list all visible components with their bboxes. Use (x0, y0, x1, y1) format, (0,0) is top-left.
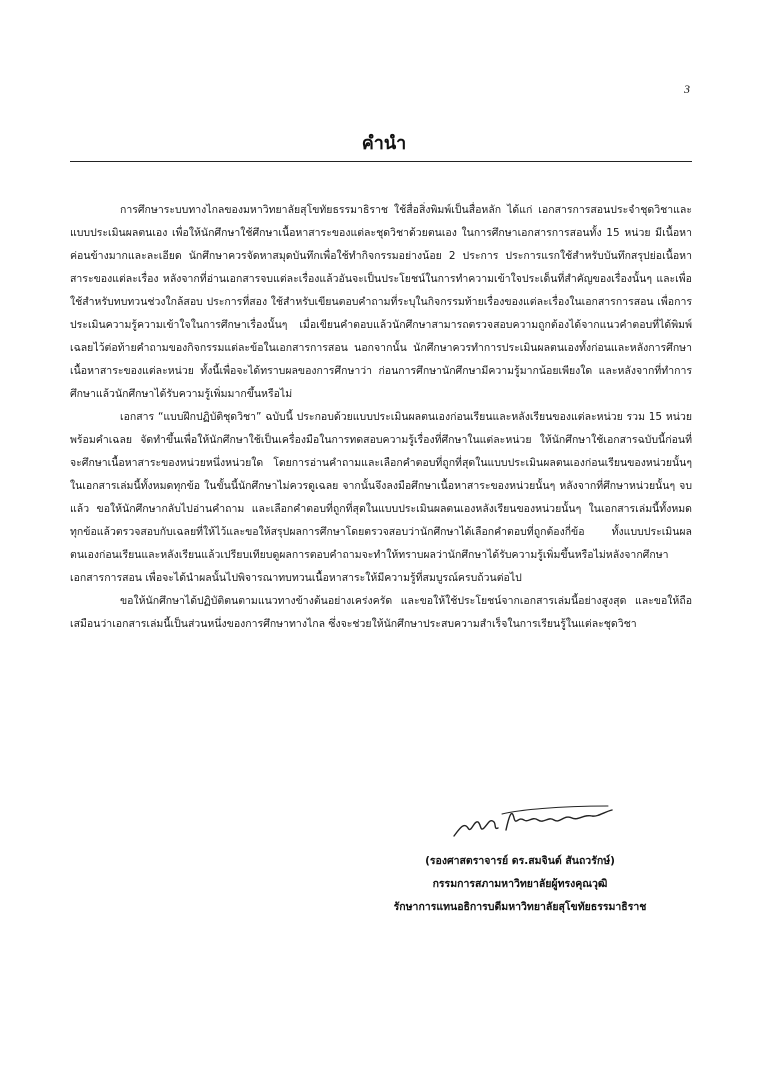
page-title: คำนำ (361, 133, 407, 154)
paragraph-1: การศึกษาระบบทางไกลของมหาวิทยาลัยสุโขทัยธรรมาธิราช ใช้สื่อสิ่งพิมพ์เป็นสื่อหลัก ได้แก่ เอกสารการสอนประจำชุดวิชาและแบบประเมินผลตนเอง เพื่อให้นักศึกษาใช้ศึกษาเนื้อหาสาระของแต่ละชุดวิชาด้วยตนเอง ในการศึกษาเอกสารการสอนทั้ง 15 หน่วย มีเนื้อหาค่อนข้างมากและละเอียด นักศึกษาควรจัดหาสมุดบันทึกเพื่อใช้ทำกิจกรรมอย่างน้อย 2 ประการ ประการแรกใช้สำหรับบันทึกสรุปย่อเนื้อหาสาระของแต่ละเรื่อง หลังจากที่อ่านเอกสารจบแต่ละเรื่องแล้วอันจะเป็นประโยชน์ในการทำความเข้าใจประเด็นที่สำคัญของเรื่องนั้นๆ และเพื่อใช้สำหรับทบทวนช่วงใกล้สอบ ประการที่สอง ใช้สำหรับเขียนตอบคำถามที่ระบุในกิจกรรมท้ายเรื่องของแต่ละเรื่องในเอกสารการสอน เพื่อการประเมินความรู้ความเข้าใจในการศึกษาเรื่องนั้นๆ เมื่อเขียนคำตอบแล้วนักศึกษาสามารถตรวจสอบความถูกต้องได้จากแนวคำตอบที่ได้พิมพ์เฉลยไว้ต่อท้ายคำถามของกิจกรรมแต่ละข้อในเอกสารการสอน นอกจากนั้น นักศึกษาควรทำการประเมินผลตนเองทั้งก่อนและหลังการศึกษาเนื้อหาสาระของแต่ละหน่วย ทั้งนี้เพื่อจะได้ทราบผลของการศึกษาว่า ก่อนการศึกษานักศึกษามีความรู้มากน้อยเพียงใด และหลังจากที่ทำการศึกษาแล้วนักศึกษาได้รับความรู้เพิ่มมากขึ้นหรือไม่ (70, 204, 692, 400)
preface-body (70, 199, 692, 636)
page-number: 3 (684, 82, 690, 96)
paragraph-3: ขอให้นักศึกษาได้ปฏิบัติตนตามแนวทางข้างต้นอย่างเคร่งครัด และขอให้ใช้ประโยชน์จากเอกสารเล่มนี้อย่างสูงสุด และขอให้ถือเสมือนว่าเอกสารเล่มนี้เป็นส่วนหนึ่งของการศึกษาทางไกล ซึ่งจะช่วยให้นักศึกษาประสบความสำเร็จในการเรียนรู้ในแต่ละชุดวิชา (70, 595, 692, 630)
signer-name: (รองศาสตราจารย์ ดร.สมจินต์ สันถวรักษ์) (425, 855, 615, 867)
handwritten-signature (448, 802, 618, 844)
signer-block (330, 850, 710, 919)
signer-position-1: กรรมการสภามหาวิทยาลัยผู้ทรงคุณวุฒิ (432, 878, 608, 890)
title-divider (70, 161, 692, 162)
signer-position-2: รักษาการแทนอธิการบดีมหาวิทยาลัยสุโขทัยธรรมาธิราช (393, 901, 647, 913)
paragraph-2: เอกสาร “แบบฝึกปฏิบัติชุดวิชา” ฉบับนี้ ประกอบด้วยแบบประเมินผลตนเองก่อนเรียนและหลังเรียนของแต่ละหน่วย รวม 15 หน่วย พร้อมคำเฉลย จัดทำขึ้นเพื่อให้นักศึกษาใช้เป็นเครื่องมือในการทดสอบความรู้เรื่องที่ศึกษาในแต่ละหน่วย ให้นักศึกษาใช้เอกสารฉบับนี้ก่อนที่จะศึกษาเนื้อหาสาระของหน่วยหนึ่งหน่วยใด โดยการอ่านคำถามและเลือกคำตอบที่ถูกที่สุดในแบบประเมินผลตนเองก่อนเรียนของหน่วยนั้นๆ ในเอกสารเล่มนี้ทั้งหมดทุกข้อ ในขั้นนี้นักศึกษาไม่ควรดูเฉลย จากนั้นจึงลงมือศึกษาเนื้อหาสาระของหน่วยนั้นๆ หลังจากที่ศึกษาหน่วยนั้นๆ จบแล้ว ขอให้นักศึกษากลับไปอ่านคำถาม และเลือกคำตอบที่ถูกที่สุดในแบบประเมินผลตนเองหลังเรียนของหน่วยนั้นๆ ในเอกสารเล่มนี้ทั้งหมดทุกข้อแล้วตรวจสอบกับเฉลยที่ให้ไว้และขอให้สรุปผลการศึกษาโดยตรวจสอบว่านักศึกษาได้เลือกคำตอบที่ถูกต้องกี่ข้อ ทั้งแบบประเมินผลตนเองก่อนเรียนและหลังเรียนแล้วเปรียบเทียบดูผลการตอบคำถามจะทำให้ทราบผลว่านักศึกษาได้รับความรู้เพิ่มขึ้นหรือไม่หลังจากศึกษาเอกสารการสอน เพื่อจะได้นำผลนั้นไปพิจารณาทบทวนเนื้อหาสาระให้มีความรู้ที่สมบูรณ์ครบถ้วนต่อไป (70, 411, 692, 584)
